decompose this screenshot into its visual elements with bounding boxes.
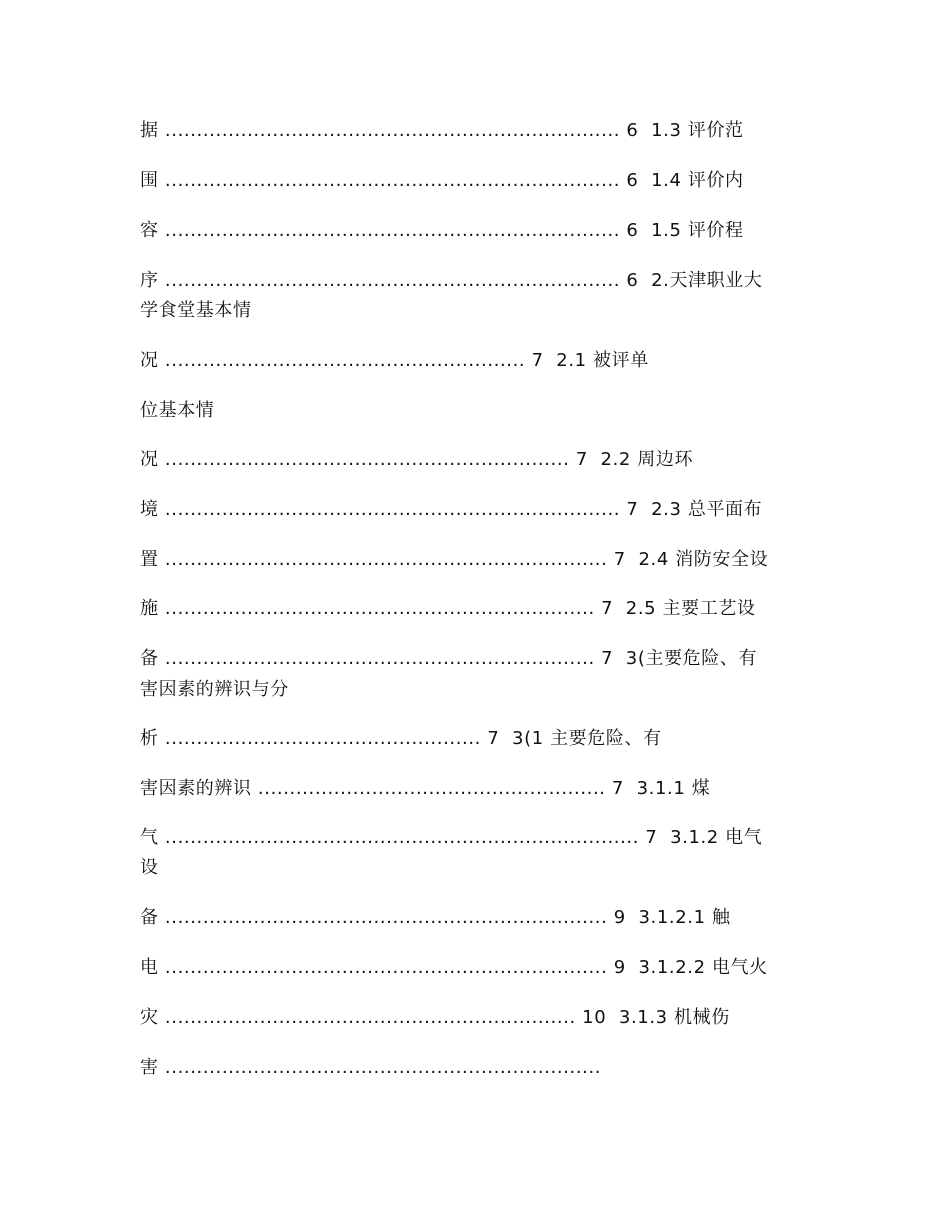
toc-line: 据 ........................................................................ 6 1.3 评价范	[140, 120, 744, 141]
toc-line: 施 .................................................................... 7 2.5 主要工艺设	[140, 598, 756, 619]
toc-line: 气 ........................................................................... 7 3.1.2 电气	[140, 827, 763, 848]
toc-line: 备 .................................................................... 7 3(主要危险、有	[140, 648, 758, 669]
toc-line: 电 ...................................................................... 9 3.1.2.2 电气火	[140, 957, 768, 978]
toc-line: 设	[140, 857, 159, 878]
toc-line: 位基本情	[140, 400, 215, 421]
toc-line: 备 ...................................................................... 9 3.1.2.1 触	[140, 907, 731, 928]
toc-line: 害 .....................................................................	[140, 1057, 602, 1078]
toc-line: 害因素的辨识与分	[140, 679, 289, 700]
toc-line: 置 ...................................................................... 7 2.4 消防安全设	[140, 549, 769, 570]
toc-line: 害因素的辨识 ....................................................... 7 3.1.1 煤	[140, 778, 711, 799]
toc-line: 围 ........................................................................ 6 1.4 评价内	[140, 170, 744, 191]
toc-line: 容 ........................................................................ 6 1.5 评价程	[140, 220, 744, 241]
toc-line: 灾 ................................................................. 10 3.1.3 机械伤	[140, 1007, 730, 1028]
toc-line: 况 ......................................................... 7 2.1 被评单	[140, 350, 649, 371]
toc-line: 学食堂基本情	[140, 300, 252, 321]
toc-line: 析 .................................................. 7 3(1 主要危险、有	[140, 728, 662, 749]
toc-line: 境 ........................................................................ 7 2.3 总平面布	[140, 499, 763, 520]
toc-line: 序 ........................................................................ 6 2.天津职业大	[140, 270, 763, 291]
toc-line: 况 ................................................................ 7 2.2 周边环	[140, 449, 694, 470]
